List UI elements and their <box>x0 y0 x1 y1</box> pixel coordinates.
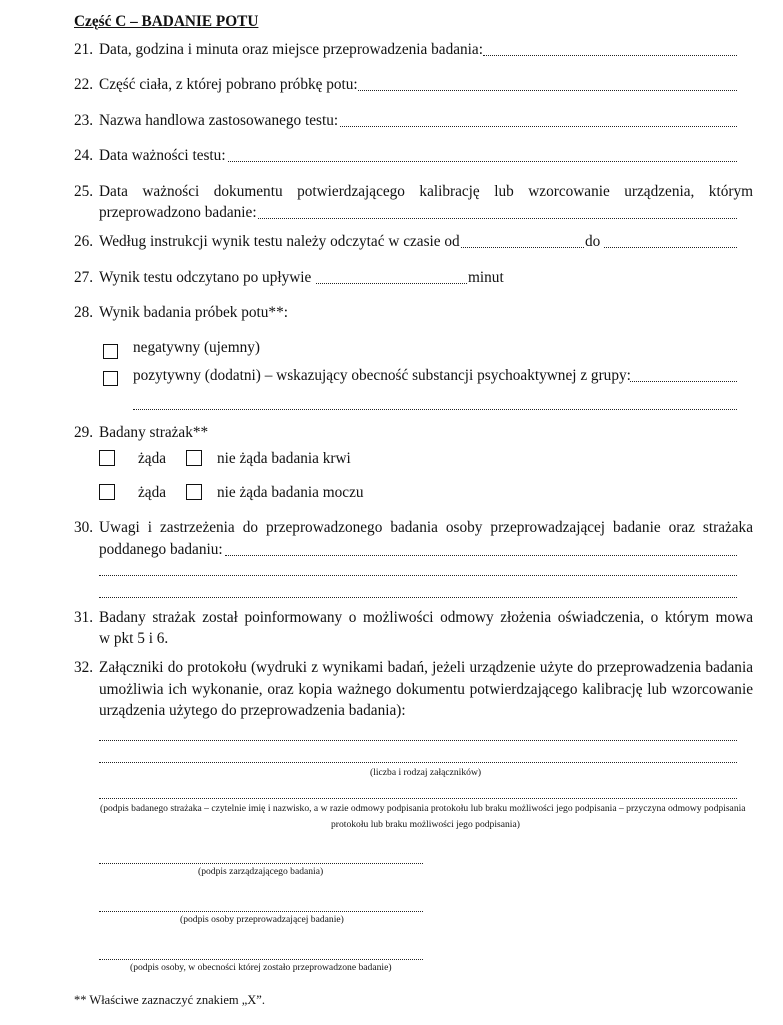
witness-signature-caption: (podpis osoby, w obecności której zostało przeprowadzone badanie) <box>130 962 392 973</box>
item-30-number: 30. <box>74 519 94 536</box>
item-30-label-line1: Uwagi i zastrzeżenia do przeprowadzonego badania osoby przeprowadzającej badanie oraz strażaka <box>99 519 753 536</box>
examiner-signature-field[interactable] <box>99 911 423 912</box>
item-21-field[interactable] <box>483 55 737 56</box>
item-22-label: Część ciała, z której pobrano próbkę potu: <box>99 76 358 93</box>
manager-signature-field[interactable] <box>99 863 423 864</box>
item-21-number: 21. <box>74 41 94 58</box>
substance-group-field-line2[interactable] <box>133 409 737 410</box>
manager-signature-caption: (podpis zarządzającego badania) <box>198 866 324 877</box>
item-26-label: Według instrukcji wynik testu należy odczytać w czasie od <box>99 233 460 250</box>
item-32-label-line2: umożliwia ich wykonanie, oraz kopia ważnego dokumentu potwierdzającego kalibrację lub wzorcowanie <box>99 681 753 698</box>
item-26-to-label: do <box>585 233 601 250</box>
item-31-label-line2: w pkt 5 i 6. <box>99 630 169 647</box>
item-28-number: 28. <box>74 304 94 321</box>
section-title: Część C – BADANIE POTU <box>74 13 259 30</box>
item-22-number: 22. <box>74 76 94 93</box>
firefighter-signature-caption-line2: protokołu lub braku możliwości jego podpisania) <box>331 819 520 830</box>
item-25-label-line2: przeprowadzono badanie: <box>99 204 257 221</box>
attachments-caption: (liczba i rodzaj załączników) <box>370 767 482 778</box>
item-21-label: Data, godzina i minuta oraz miejsce przeprowadzenia badania: <box>99 41 483 58</box>
item-23-number: 23. <box>74 112 94 129</box>
item-23-label: Nazwa handlowa zastosowanego testu: <box>99 112 339 129</box>
urine-no-demand-label: nie żąda badania moczu <box>217 484 364 501</box>
item-27-field[interactable] <box>316 283 467 284</box>
item-27-label: Wynik testu odczytano po upływie <box>99 269 312 286</box>
item-22-field[interactable] <box>358 90 737 91</box>
urine-demands-checkbox[interactable] <box>99 484 115 500</box>
item-32-number: 32. <box>74 659 94 676</box>
blood-demands-label: żąda <box>138 450 167 467</box>
substance-group-field[interactable] <box>630 381 737 382</box>
item-25-label-line1: Data ważności dokumentu potwierdzającego kalibrację lub wzorcowanie urządzenia, którym <box>99 183 753 200</box>
attachments-field-line2[interactable] <box>99 762 737 763</box>
item-26-to-field[interactable] <box>604 247 737 248</box>
item-23-field[interactable] <box>340 126 737 127</box>
urine-demands-label: żąda <box>138 484 167 501</box>
firefighter-signature-caption-line1: (podpis badanego strażaka – czytelnie imię i nazwisko, a w razie odmowy podpisania protokołu lub braku możliwości jego podpisania – przyczyna odmowy podpisania <box>100 803 746 814</box>
item-25-field[interactable] <box>258 218 737 219</box>
item-29-label: Badany strażak** <box>99 424 209 441</box>
item-30-field-line3[interactable] <box>99 597 737 598</box>
item-32-label-line3: urządzenia użytego do przeprowadzenia badania): <box>99 702 406 719</box>
item-31-label-line1: Badany strażak został poinformowany o możliwości odmowy złożenia oświadczenia, o którym mowa <box>99 609 753 626</box>
item-24-number: 24. <box>74 147 94 164</box>
blood-no-demand-label: nie żąda badania krwi <box>217 450 351 467</box>
item-26-from-field[interactable] <box>461 247 584 248</box>
negative-checkbox[interactable] <box>103 344 118 359</box>
item-31-number: 31. <box>74 609 94 626</box>
footnote: ** Właściwe zaznaczyć znakiem „X”. <box>74 993 265 1007</box>
positive-checkbox[interactable] <box>103 371 118 386</box>
item-25-number: 25. <box>74 183 94 200</box>
item-24-field[interactable] <box>228 161 737 162</box>
item-28-label: Wynik badania próbek potu**: <box>99 304 288 321</box>
negative-label: negatywny (ujemny) <box>133 339 261 356</box>
item-27-unit: minut <box>468 269 504 286</box>
blood-demands-checkbox[interactable] <box>99 450 115 466</box>
examiner-signature-caption: (podpis osoby przeprowadzającej badanie) <box>180 914 344 925</box>
attachments-field[interactable] <box>99 740 737 741</box>
item-24-label: Data ważności testu: <box>99 147 226 164</box>
blood-no-demand-checkbox[interactable] <box>186 450 202 466</box>
positive-label: pozytywny (dodatni) – wskazujący obecność substancji psychoaktywnej z grupy: <box>133 367 631 384</box>
item-30-field-line2[interactable] <box>99 575 737 576</box>
firefighter-signature-field[interactable] <box>99 798 737 799</box>
item-29-number: 29. <box>74 424 94 441</box>
item-27-number: 27. <box>74 269 94 286</box>
witness-signature-field[interactable] <box>99 959 423 960</box>
item-32-label-line1: Załączniki do protokołu (wydruki z wynikami badań, jeżeli urządzenie użyte do przeprowadzenia badania <box>99 659 753 676</box>
item-30-field[interactable] <box>225 555 737 556</box>
item-30-label-line2: poddanego badaniu: <box>99 541 223 558</box>
item-26-number: 26. <box>74 233 94 250</box>
urine-no-demand-checkbox[interactable] <box>186 484 202 500</box>
